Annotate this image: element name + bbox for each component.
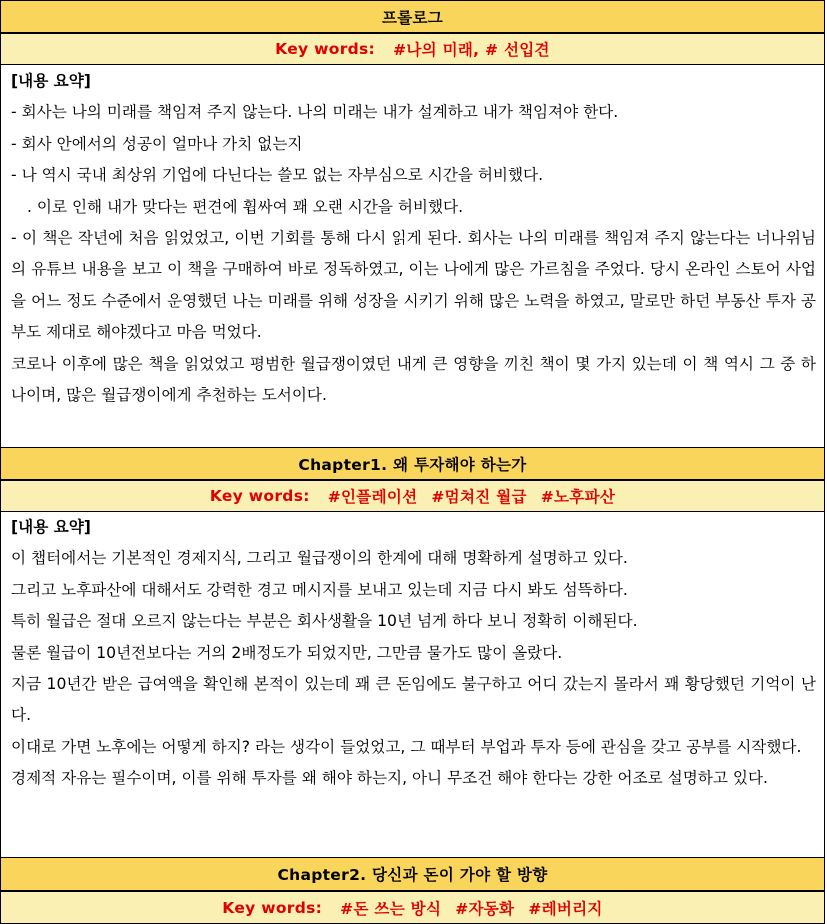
keyword-tag: #나의 미래, # 선입견 xyxy=(393,41,550,59)
keyword-tag: #인플레이션 xyxy=(327,488,418,506)
keywords-bar-chapter2 xyxy=(1,891,824,924)
keywords-label: Key words: xyxy=(209,487,310,505)
keywords-label: Key words: xyxy=(275,40,376,58)
summary-paragraph: 물론 월급이 10년전보다는 거의 2배정도가 되었지만, 그만큼 물가도 많이 올랐다. xyxy=(11,643,563,662)
summary-body-chapter1 xyxy=(1,512,824,857)
summary-heading: [내용 요약] xyxy=(11,518,91,536)
summary-heading: [내용 요약] xyxy=(11,72,91,90)
keyword-tag: #멈쳐진 월급 xyxy=(431,488,527,506)
summary-paragraph: - 나 역시 국내 최상위 기업에 다닌다는 쓸모 없는 자부심으로 시간을 허비했다. xyxy=(11,166,544,185)
keyword-tag: #레버리지 xyxy=(528,899,603,918)
keyword-tag: #노후파산 xyxy=(540,488,616,506)
section-title-text: Chapter1. 왜 투자해야 하는가 xyxy=(298,455,527,474)
section-title-chapter2 xyxy=(1,857,824,891)
keyword-tag: #자동화 xyxy=(455,899,515,918)
keyword-tag: #돈 쓰는 방식 xyxy=(340,899,442,918)
summary-paragraph: - 회사는 나의 미래를 책임져 주지 않는다. 나의 미래는 내가 설계하고 내가 책임져야 한다. xyxy=(11,103,619,122)
summary-paragraph: . 이로 인해 내가 맞다는 편견에 휩싸여 꽤 오랜 시간을 허비했다. xyxy=(27,197,464,216)
section-title-prologue xyxy=(1,0,824,33)
section-title-chapter1 xyxy=(1,447,824,480)
summary-paragraph: 코로나 이후에 많은 책을 읽었었고 평범한 월급쟁이였던 내게 큰 영향을 끼친 책이 몇 가지 있는데 이 책 역시 그 중 하나이며, 많은 월급쟁이에게 추천하는 도서이다. xyxy=(11,354,816,405)
section-title-text: Chapter2. 당신과 돈이 가야 할 방향 xyxy=(277,866,548,884)
summary-paragraph: - 회사 안에서의 성공이 얼마나 가치 없는지 xyxy=(11,134,303,153)
summary-paragraph: 이 챕터에서는 기본적인 경제지식, 그리고 월급쟁이의 한계에 대해 명확하게 설명하고 있다. xyxy=(11,549,628,568)
keywords-bar-chapter1 xyxy=(1,480,824,512)
summary-paragraph: 특히 월급은 절대 오르지 않는다는 부분은 회사생활을 10년 넘게 하다 보니 정확히 이해된다. xyxy=(11,612,638,631)
keywords-bar-prologue xyxy=(1,33,824,65)
summary-paragraph: 그리고 노후파산에 대해서도 강력한 경고 메시지를 보내고 있는데 지금 다시 봐도 섬뜩하다. xyxy=(11,580,628,599)
keywords-label: Key words: xyxy=(222,898,323,917)
section-title-text: 프롤로그 xyxy=(381,8,444,27)
summary-paragraph: 지금 10년간 받은 급여액을 확인해 본적이 있는데 꽤 큰 돈임에도 불구하고 어디 갔는지 몰라서 꽤 황당했던 기억이 난다. xyxy=(11,675,816,725)
summary-paragraph: - 이 책은 작년에 처음 읽었었고, 이번 기회를 통해 다시 읽게 된다. 회사는 나의 미래를 책임져 주지 않는다는 너나위님의 유튜브 내용을 보고 이 책을 구매하여 바로 정독하였고, 이는 나에게 많은 가르침을 주었다. 당시 온라인 스토어 사업을 어느 정도 수준에서 운영했던 나는 미래를 위해 성장을 시키기 위해 많은 노력을 하였고, 말로만 하던 부동산 투자 공부도 제대로 해야겠다고 마음 먹었다. xyxy=(11,229,816,342)
summary-paragraph: 경제적 자유는 필수이며, 이를 위해 투자를 왜 해야 하는지, 아니 무조건 해야 한다는 강한 어조로 설명하고 있다. xyxy=(11,769,768,788)
summary-paragraph: 이대로 가면 노후에는 어떻게 하지? 라는 생각이 들었었고, 그 때부터 부업과 투자 등에 관심을 갖고 공부를 시작했다. xyxy=(11,737,802,756)
summary-body-prologue xyxy=(1,65,824,447)
